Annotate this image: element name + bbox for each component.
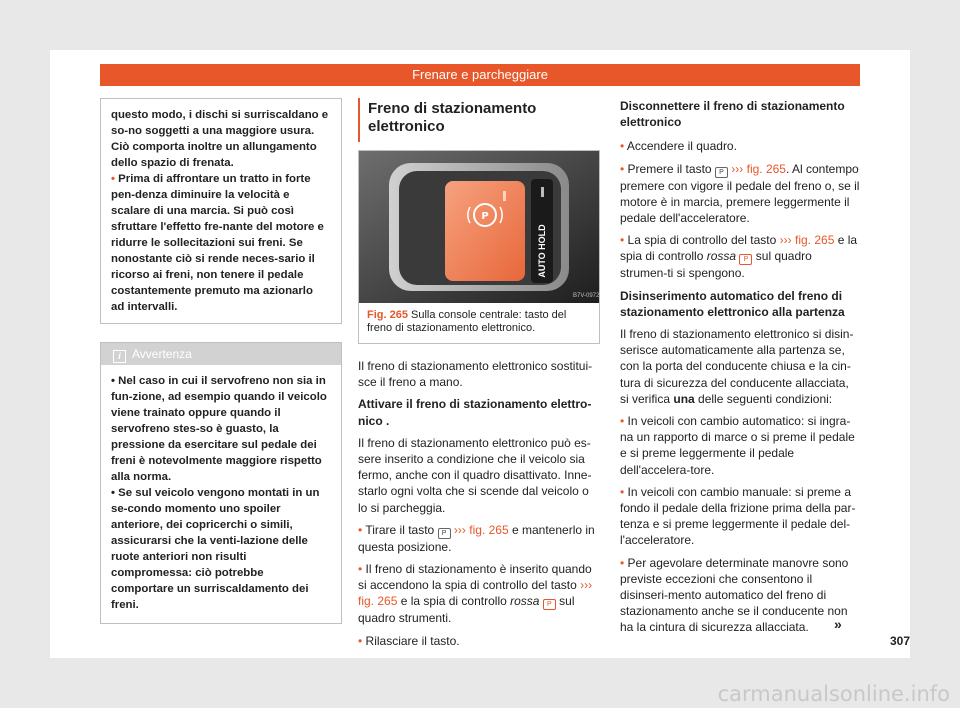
warning-lamp-icon: P [739, 254, 752, 265]
chapter-header [100, 64, 860, 86]
warning-header [101, 343, 341, 365]
subheading-activate: Attivare il freno di stazionamento elettro-nico . [358, 397, 592, 428]
page-number: 307 [889, 634, 910, 648]
column-left [100, 98, 342, 624]
activate-bullet-2: • Il freno di stazionamento è inserito quando si accendono la spia di controllo del tasto ››› fig. 265 e la spia di controllo rossa P sul quadro strumenti. [358, 562, 593, 626]
figure-caption [359, 303, 599, 343]
continue-mark: » [834, 616, 842, 632]
subheading-auto-release: Disinserimento automatico del freno di stazionamento elettronico alla partenza [620, 288, 845, 319]
auto-hold-label: AUTO HOLD [537, 224, 547, 278]
svg-text:P: P [481, 211, 489, 222]
activate-bullet-1: • Tirare il tasto P ››› fig. 265 e mantenerlo in questa posizione. [358, 522, 595, 554]
watermark: carmanualsonline.info [717, 682, 950, 706]
fig-ref[interactable]: fig. 265 [358, 594, 398, 609]
activate-paragraph: Il freno di stazionamento elettronico può es-sere inserito a condizione che il veicolo sia fermo, anche con il quadro disattivato. Inne-starlo ogni volta che si scende dal veicolo o lo si parcheggia. [358, 435, 592, 515]
figure-caption-text: Sulla console centrale: tasto del freno di stazionamento elettronico. [367, 309, 567, 334]
figure-number: Fig. 265 [367, 309, 408, 321]
auto-release-bullet-3: • Per agevolare determinate manovre sono previste eccezioni che consentono il disinseri-mento automatico del freno di stazionamento anche se il conducente non ha la cintura di sicurezza allacciata. [620, 555, 849, 635]
section-title: Freno di stazionamento elettronico [358, 98, 600, 142]
disconnect-bullet-3: • La spia di controllo del tasto ››› fig. 265 e la spia di controllo rossa P sul quadro strumen-ti si spengono. [620, 233, 858, 281]
figure-code: B7V-0972 [573, 293, 599, 299]
fig-ref[interactable]: fig. 265 [746, 161, 786, 176]
auto-release-paragraph: Il freno di stazionamento elettronico si disin-serisce automaticamente alla partenza se, con la porta del conducente chiusa e la cin-tura di sicurezza del conducente allacciata, si verifica una delle seguenti condizioni: [620, 327, 854, 406]
warning-box [100, 342, 342, 624]
note-intro: questo modo, i dischi si surriscaldano e so-no soggetti a una maggiore usura. Ciò comporta inoltre un allungamento dello spazio di frenata. [111, 109, 329, 169]
column-right [620, 98, 860, 642]
warning-bullet-1: • Nel caso in cui il servofreno non sia in fun-zione, ad esempio quando il veicolo viene trainato oppure quando il servofreno stes-so è guasto, la pressione da esercitare sul pedale dei freni è notevolmente maggiore rispetto alla norma. [111, 375, 327, 483]
auto-release-bullet-2: • In veicoli con cambio manuale: si preme a fondo il pedale della frizione prima della par-tenza e si preme leggermente il pedale del-l'acceleratore. [620, 484, 856, 548]
brake-button-shape [445, 181, 525, 281]
parking-brake-photo [359, 151, 599, 303]
figure-265 [358, 150, 600, 344]
intro-paragraph: Il freno di stazionamento elettronico sostitui-sce il freno a mano. [358, 359, 593, 390]
auto-release-bullet-1: • In veicoli con cambio automatico: si ingra-na un rapporto di marce o si preme il pedale e si preme leggermente il pedale dell'accelera-tore. [620, 414, 855, 477]
parking-brake-icon: P [438, 528, 451, 539]
warning-title: Avvertenza [132, 347, 192, 361]
warning-lamp-icon: P [543, 599, 556, 610]
column-middle [358, 98, 600, 655]
fig-ref[interactable]: fig. 265 [469, 522, 509, 537]
subheading-disconnect: Disconnettere il freno di stazionamento elettronico [620, 99, 845, 130]
warning-body [101, 365, 341, 623]
parking-brake-icon: P [715, 167, 728, 178]
note-bullet: • Prima di affrontare un tratto in forte pen-denza diminuire la velocità e scalare di una marcia. Si può così sfruttare l'effetto fre-nante del motore e ridurre le sollecitazioni sui freni. Se nonostante ciò si rende neces-sario il ricorso ai freni, non tenere il pedale costantemente premuto ma azionarlo ad intervalli. [111, 173, 324, 313]
note-box [100, 98, 342, 324]
disconnect-bullet-1: • Accendere il quadro. [620, 139, 737, 154]
activate-bullet-3: • Rilasciare il tasto. [358, 633, 460, 648]
warning-bullet-2: • Se sul veicolo vengono montati in un se-condo momento uno spoiler anteriore, dei copricerchi o simili, assicurarsi che la venti-lazione delle ruote anteriori non risulti compromessa: ciò potrebbe comportare un surriscaldamento dei freni. [111, 487, 320, 611]
disconnect-bullet-2: • Premere il tasto P ››› fig. 265. Al contempo premere con vigore il pedale del freno o, se il motore è in marcia, premere leggermente il pedale dell'acceleratore. [620, 161, 860, 226]
info-icon: i [113, 350, 126, 363]
fig-ref[interactable]: fig. 265 [795, 233, 835, 248]
chapter-title: Frenare e parcheggiare [412, 67, 548, 82]
